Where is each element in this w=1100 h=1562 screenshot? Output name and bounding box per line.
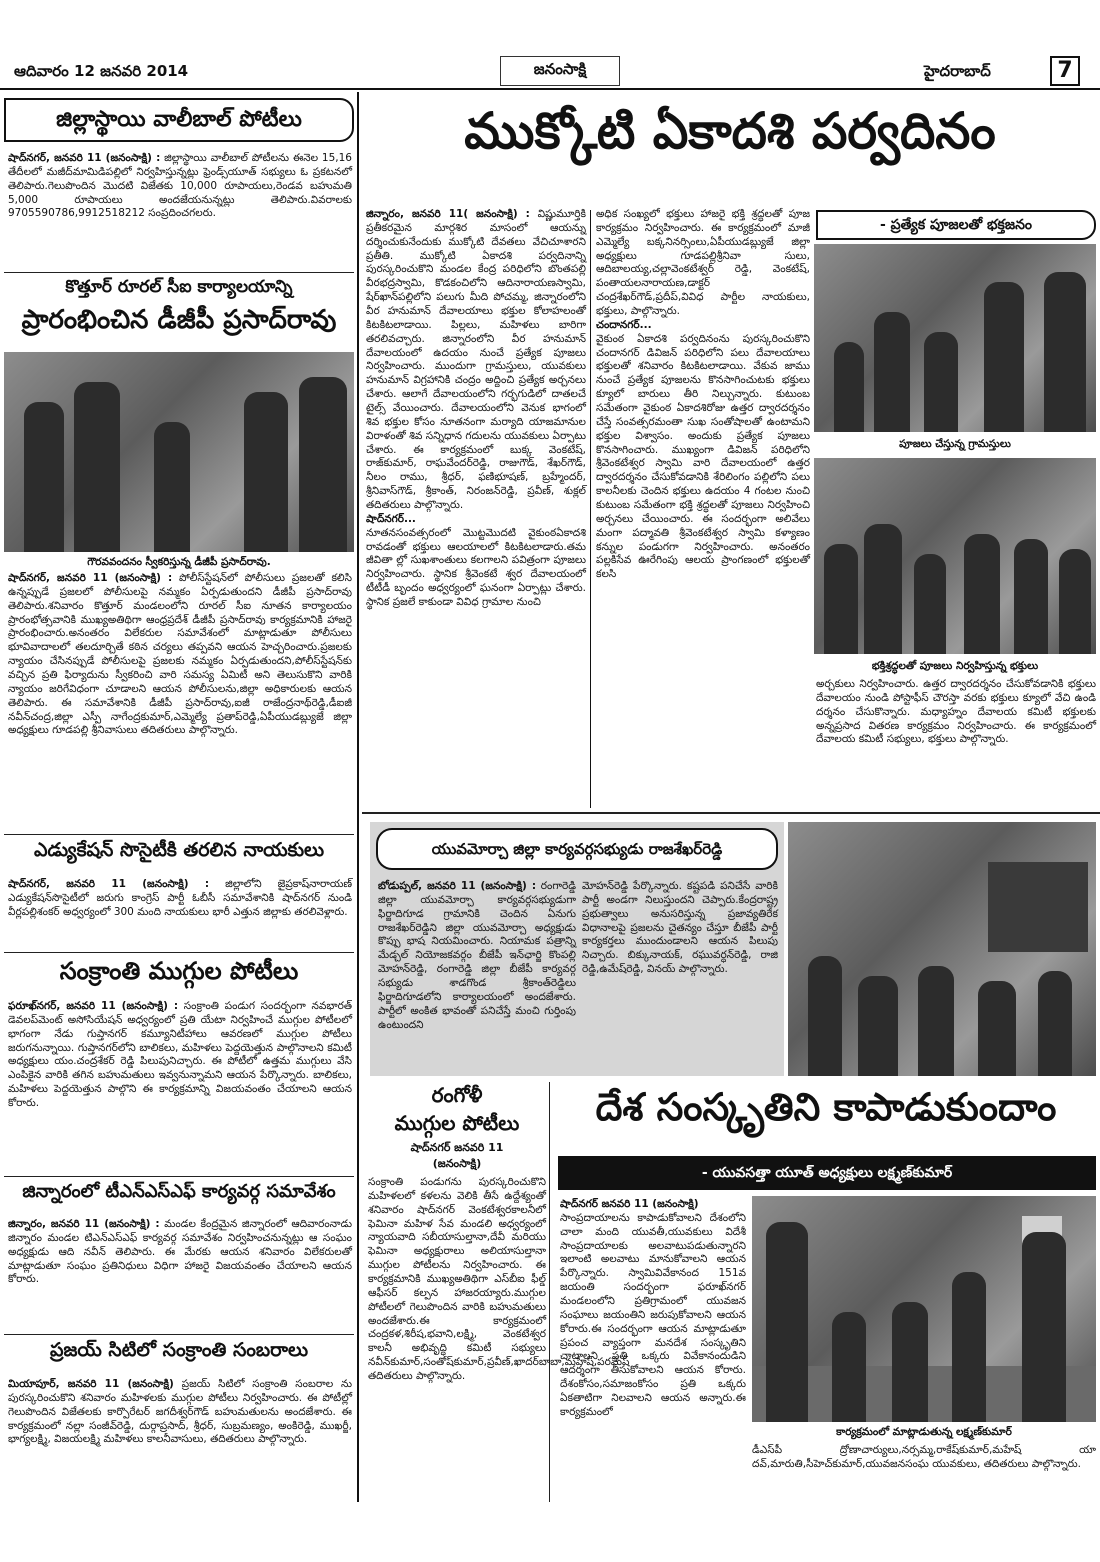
caption-lakshman-kumar: కార్యక్రమంలో మాట్లాడుతున్న లక్ష్మణ్‌కుమార్‌: [836, 1426, 1012, 1438]
divider: [4, 1334, 354, 1335]
headline-rangoli-line2: ముగ్గుల పోటీలు: [394, 1111, 520, 1135]
article-mukkoti-col-a: [366, 208, 586, 808]
column-divider: [590, 210, 591, 808]
dateline: మియాపూర్‌, జనవరి 11 (జనంసాక్షి): [8, 1378, 174, 1390]
article-body: సాంప్రదాయాలను కాపాడుకోవాలని దేశంలోని చాలా మంది యువతీ,యువకులు విదేశీ సాంప్రదాయాలకు అలవాటుపడుతున్నారని ఇలాంటి అలవాటు మానుకోవాలని ఆయన పేర్కొన్నారు. స్వామివివేకానంద 151వ జయంతి సందర్భంగా ఫరూఖ్‌నగర్‌ మండలంలోని ప్రతిగ్రామంలో యువజన సంఘాలు జయంతిని జరుపుకోవాలని ఆయన కోరారు.ఈ సందర్భంగా ఆయన మాట్లాడుతూ ప్రపంచ వ్యాప్తంగా మనదేశ సంస్కృతిని చాటాలని ప్రతి ఒక్కరు వివేకానందుడిని ఆదర్శంగా తీసుకోవాలని ఆయన కోరారు. దేశంకోసం,సమాజంకోసం ప్రతి ఒక్కరు ఏకతాటిగా నిలవాలని ఆయన అన్నారు.ఈ కార్యక్రమంలో: [560, 1211, 746, 1418]
headline-muggulu: సంక్రాంతి ముగ్గుల పోటీలు: [59, 957, 299, 985]
article-desha-samskruthi: [560, 1198, 746, 1502]
sub-banner-mukkoti: - ప్రత్యేక పూజలతో భక్తజనం: [816, 210, 1096, 240]
caption-villagers: పూజలు చేస్తున్న గ్రామస్తులు: [899, 438, 1011, 450]
headline-rangoli-line1: రంగోళీ: [431, 1083, 483, 1107]
article-mukkoti-col-c: [816, 678, 1096, 808]
article-body: వైకుంఠ ఏకాదశి పర్వదినంను పురస్కరించుకొని చందానగర్‌ డివిజన్‌ పరిధిలోని పలు దేవాలయాలు భక్తులతో శనివారం కిటకిటలాడాయి. వేకువ జాము నుంచే ప్రత్యేక పూజలను కొనసాగించుటకు భక్తులు క్యూలో బారులు తీరి నిల్చున్నారు. కుటుంబ సమేతంగా వైకుంఠ ఏకాదశిరోజు ఉత్తర ద్వారదర్శనం చేస్తే సంవత్సరమంతా సుఖ సంతోషాలతో ఉంటామని భక్తుల విశ్వాసం. అందుకు ప్రత్యేక పూజలు కొనసాగించారు. ముఖ్యంగా డివిజన్‌ పరిధిలోని శ్రీవెంకటేశ్వర స్వామి వారి దేవాలయంలో ఉత్తర ద్వారదర్శనం చేసుకోవడానికి శేరిలింగం పల్లిలోని పలు కాలనీలకు చెందిన భక్తులు ఉదయం 4 గంటల నుంచి కుటుంబ సమేతంగా భక్తి శ్రద్ధలతో పూజలు నిర్వహించి అర్చనలు చేయించారు. ఈ సందర్భంగా అలివేలు మంగా పద్మావతి శ్రీవెంకటేశ్వర స్వామి కళ్యాణం కన్నుల పండుగగా నిర్వహించారు. అనంతరం పల్లకిసేవ ఊరేగింపు ఆలయ ప్రాంగణంలో భక్తులతో కలసి: [596, 332, 810, 581]
edition-city: హైదరాబాద్: [924, 62, 991, 80]
article-body: మండల కేంద్రమైన జిన్నారంలో ఆదివారంనాడు జిన్నారం మండల టిఎన్‌ఎస్‌ఎఫ్‌ కార్యవర్గ సమావేశం నిర్వహించనున్నట్లు ఆ సంఘం అధ్యక్షుడు ఆది నవీన్‌ తెలిపారు. ఈ మేరకు ఆయన శనివారం విలేకరులతో మాట్లాడుతూ సంఘం ప్రతినిధులు విధిగా హాజరై విజయవంతం చేయాలని ఆయన కోరారు.: [8, 1218, 352, 1286]
dateline: జిన్నారం, జనవరి 11 (జనంసాక్షి) :: [8, 1218, 160, 1230]
divider: [4, 952, 354, 953]
article-body: నూతనసంవత్సరంలో మొట్టమొదటి వైకుంఠఏకాదశి రావడంతో భక్తులు ఆలయాలలో కిటకిటలాడారు.తమ జీవితా ల్లో సుఖశాంతులు కలగాలని పవిత్రంగా పూజలు నిర్వహించారు. స్థానిక శ్రీవెంకటే శ్వర దేవాలయంలో టీటీడీ బృందం అధ్వర్యంలో ఘనంగా ఏర్పాట్లు చేశారు. స్థానిక ప్రజలే కాకుండా వివిధ గ్రామాల నుంచి: [366, 526, 586, 609]
article-mukkoti-col-b: [596, 208, 810, 808]
headline-yuva-morcha: యువమోర్చా జిల్లా కార్యవర్గసభ్యుడు రాజశేఖర్‌రెడ్డి: [376, 828, 778, 870]
article-body: జిల్లాస్థాయి వాలీబాల్‌ పోటీలను ఈనెల 15,16 తేదీలలో మజీద్‌మామిడిపల్లిలో నిర్వహిస్తున్నట్లు ఫ్రెండ్స్‌యూత్‌ సభ్యులు ఓ ప్రకటనలో తెలిపారు.గెలుపొందిన మొదటి విజేతకు 10,000 రూపాయలు,రెండవ బహుమతి 5,000 రూపాయలు అందజేయనున్నట్లు తెలిపారు.వివరాలకు 9705590786,9912518212 సంప్రదించగలరు.: [8, 152, 352, 220]
newspaper-logo: జనంసాక్షి: [500, 56, 620, 86]
article-volleyball: [8, 152, 352, 270]
article-dgp: [8, 572, 352, 830]
article-body: రంగారెడ్డి జిల్లా యువమోర్చా కార్యవర్గసభ్యుడుగా ఫిర్జాదిగూడ గ్రామానికి చెందిన ఏనుగు రాజశేఖర్‌రెడ్డిని జిల్లా యువమోర్చా అధ్యక్షుడు కొప్పు భాష నియమించారు. నియామక పత్రాన్ని మేడ్చల్‌ నియోజకవర్గం బీజేపీ ఇన్‌ఛార్జి కొంపల్లి మోహన్‌రెడ్డి, రంగారెడ్డి జిల్లా బీజేపీ కార్యవర్గ సభ్యుడు శాడగొండ శ్రీకాంత్‌రెడ్డిలు ఫిర్జాదిగూడలోని కార్యాలయంలో అందజేశారు. పార్టీలో అంకిత భావంతో పనిచేస్తే మంచి గుర్తింపు ఉంటుందని: [378, 880, 576, 1031]
dateline: షాద్‌నగర్‌ జనవరి 11 (జనంసాక్షి): [560, 1198, 699, 1210]
masthead: [0, 0, 1100, 92]
caption-devotees: భక్తిశ్రద్ధలతో పూజలు నిర్వహిస్తున్న భక్తులు: [871, 660, 1039, 672]
dateline: షాద్‌నగర్‌, జనవరి 11 (జనంసాక్షి) :: [8, 878, 210, 890]
dateline: బోడుప్పల్‌, జనవరి 11 (జనంసాక్షి) :: [378, 880, 537, 892]
divider: [362, 812, 1100, 814]
headline-mukkoti: ముక్కోటి ఏకాదశి పర్వదినం: [464, 102, 996, 160]
headline-volleyball: జిల్లాస్థాయి వాలీబాల్‌ పోటీలు: [4, 98, 354, 142]
kicker-dgp: కొత్తూర్‌ రూరల్‌ సీఐ కార్యాలయాన్ని: [65, 277, 293, 297]
article-tsf: [8, 1218, 352, 1330]
dateline-rangoli-source: (జనంసాక్షి): [432, 1157, 482, 1170]
divider: [4, 834, 354, 835]
article-body: పోలీస్‌స్టేషన్‌లో పోలీసులు ప్రజలతో కలిసి ఉన్నప్పుడే ప్రజలలో పోలీసులపై నమ్మకం ఏర్పడుతుందని డీజీపీ ప్రసాద్‌రావు తెలిపారు.శనివారం కొత్తూర్‌ మండలంలోని రూరల్‌ సీఐ నూతన కార్యాలయం ప్రారంభోత్సవానికి ముఖ్యఅతిథిగా ఆంధ్రప్రదేశ్‌ డీజీపీ ప్రసాద్‌రావు కార్యక్రమానికి హాజరై ప్రారంభించారు.అనంతరం విలేకరుల సమావేశంలో మాట్లాడుతూ పోలీసులు భూవివాదాలలో తలదూర్చితే కఠిన చర్యలు తప్పవని ఆయన హెచ్చరించారు.ప్రజలకు న్యాయం చేసినప్పుడే పోలీసులపై ప్రజలకు నమ్మకం ఏర్పడుతుందని,పోలీస్‌స్టేషన్‌కు వచ్చిన ప్రతి ఫిర్యాదును స్వీకరించి వారి సమస్య ఏమిటీ అని తెలుసుకొని వారికి న్యాయం జరిగేవిధంగా చూడాలని ఆయన పోలీసులను,జిల్లా అధికారులకు ఆయన తెలిపారు. ఈ సమావేశానికి డీజీపీ ప్రసాద్‌రావు,ఐజీ రాజేంద్రనాథ్‌రెడ్డి,డీఐజీ నవీన్‌చంద్ర,జిల్లా ఎస్పీ నాగేంద్రకుమార్‌,ఎమ్మెల్యే ప్రతాప్‌రెడ్డి,ఏపీయుడబ్ల్యుజే జిల్లా అధ్యక్షులు గూడపల్లి శ్రీనివాసులు తదితరులు పాల్గొన్నారు.: [8, 572, 352, 737]
article-body: సంక్రాంతి పండుగను పురస్కరించుకొని మహిళలలో కళలను వెలికి తీసే ఉద్దేశ్యంతో శనివారం షాద్‌నగర్‌ వెంకటేశ్వరకాలనీలో ఫెమినా మహిళ సేవ మండలి అధ్వర్యంలో న్యాయవాది సబీయాసుల్తానా,దేవీ మరియు ఫెమినా అధ్యక్షురాలు అలియాసుల్తానా ముగ్గుల పోటీలను నిర్వహించారు. ఈ కార్యక్రమానికి ముఖ్యఅతిథిగా ఎస్‌బీఐ ఫీల్డ్‌ ఆఫీసర్‌ కల్పన హాజరయ్యారు.ముగ్గుల పోటీలలో గెలుపొందిన వారికి బహుమతులు అందజేశారు.ఈ కార్యక్రమంలో చంద్రకళ,శిరీష,భవాని,లక్ష్మి, వెంకటేశ్వర కాలనీ అభివృద్ధి కమిటీ సభ్యులు నవీన్‌కుమార్‌,సంతోష్‌కుమార్‌,ప్రవీణ్‌,ఖాదర్‌బాబా,మహేష్‌,పరమేష్‌ తదితరులు పాల్గొన్నారు.: [368, 1176, 630, 1383]
dateline: ఫరూఖ్‌నగర్‌, జనవరి 11 (జనంసాక్షి) :: [8, 1000, 179, 1012]
headline-prajay: ప్రజయ్‌ సిటిలో సంక్రాంతి సంబరాలు: [49, 1339, 309, 1361]
photo-villagers-pooja: [814, 244, 1096, 432]
column-divider: [357, 92, 359, 1502]
dateline: జిన్నారం, జనవరి 11( జనంసాక్షి) :: [366, 208, 530, 220]
article-body: అర్చకులు నిర్వహించారు. ఉత్తర ద్వారదర్శనం చేసుకోవడానికి భక్తులు దేవాలయం నుండి పోస్టాఫీస్‌ చౌరస్తా వరకు భక్తులు క్యూలో వేచి ఉండి దర్శనం చేసుకొన్నారు. మధ్యాహ్నం దేవాలయ కమిటీ భక్తులకు అన్నప్రసాద వితరణ కార్యక్రమం నిర్వహించారు. ఈ కార్యక్రమంలో దేవాలయ కమిటీ సభ్యులు, భక్తులు పాల్గొన్నారు.: [816, 678, 1096, 746]
dateline: షాద్‌నగర్‌, జనవరి 11 (జనంసాక్షి) :: [8, 572, 173, 584]
divider: [4, 272, 354, 273]
article-yuva-morcha-col-b: [582, 880, 778, 1072]
banner-desha-samskruthi: - యువసత్తా యూత్‌ అధ్యక్షులు లక్ష్మణ్‌కుమార్‌: [558, 1156, 1096, 1190]
subhead-shadnagar: షాద్‌నగర్‌...: [366, 512, 416, 525]
photo-dgp-guard-of-honour: [4, 352, 354, 552]
photo-lakshman-kumar-meeting: [752, 1196, 1096, 1422]
caption-dgp: గౌరవవందనం స్వీకరిస్తున్న డీజీపీ ప్రసాద్‌రావు.: [87, 556, 271, 568]
article-body: సంక్రాంతి పండుగ సందర్భంగా నవభారత్‌ డెవలప్‌మెంట్‌ అసోసియేషన్‌ అధ్వర్యంలో ప్రతి యేటా నిర్వహించే ముగ్గుల పోటీలలో భాగంగా నేడు గుప్తానగర్‌ కమ్యూనిటీహాలు ఆవరణలో ముగ్గుల పోటీలు జరుగనున్నాయి. గుప్తానగర్‌లోని బాలికలు, మహిళలు పెద్దయెత్తున పాల్గొనాలని కమిటీ అధ్యక్షులు యం.చంద్రశేకర్‌ రెడ్డి పిలుపునిచ్చారు. ఈ పోటీలో ఉత్తమ ముగ్గులు వేసి ఎంపికైన వారికి తగిన బహుమతులు ఇవ్వనున్నామని ఆయన పేర్కొన్నారు. బాలికలు, మహిళలు పెద్దయెత్తున పాల్గొని ఈ కార్యక్రమాన్ని విజయవంతం చేయాలని ఆయన కోరారు.: [8, 1000, 352, 1110]
article-prajay: [8, 1378, 352, 1502]
article-body: మోహన్‌రెడ్డి పేర్కొన్నారు. కష్టపడి పనిచేసే వారికి పార్టీ అండగా నిలుస్తుందని చెప్పారు.కేంద్రరాష్ట్ర ప్రభుత్వాలు అనుసరిస్తున్న ప్రజావ్యతిరేక విధానాలపై ప్రజలను చైతన్యం చేస్తూ బీజేపీ పార్టీ కార్యకర్తలు ముందుండాలని ఆయన పిలుపు నిచ్చారు. బిక్కునాయక్‌, రఘువర్ధన్‌రెడ్డి, రాజి రెడ్డి,ఉమేష్‌రెడ్డి, వినయ్‌ పాల్గొన్నారు.: [582, 880, 778, 976]
article-body: విష్ణుమూర్తికి ప్రతీకరమైన మార్గశిర మాసంలో ఆయన్ను దర్శించుకునేందుకు ముక్కోటి దేవతలు వేచిచూశారని ప్రతీతి. ముక్కోటి ఏకాదశి పర్వదినాన్ని పురస్కరించుకొని మండల కేంద్ర పరిధిలోని బొంతపల్లి వీరభద్రస్వామి, కొడకంచిలోని ఆదినారాయణస్వామి, షేర్‌ఖాన్‌పల్లిలోని పలుగు మీది పోచమ్మ, జిన్నారంలోని వీర హనుమాన్‌ దేవాలయాలు భక్తుల కోలాహలంతో కిటకిటలాడాయి. పిల్లలు, మహిళలు బారిగా తరలివచ్చారు. జిన్నారంలోని వీర హనుమాన్‌ దేవాలయంలో ఉదయం నుంచే ప్రత్యేక పూజలు నిర్వహించారు. ముందుగా గ్రామస్తులు, యువకులు హనుమాన్‌ విగ్రహానికి చంద్రం అద్దించి ప్రత్యేక అర్చనలు చేశారు. ఆలాగే దేవాలయంలోని గర్భగుడిలో దాతలచే టైల్స్‌ వేయించారు. దేవాలయంలోని వెనుక భాగంలో శివ భక్తుల కోసం నూతనంగా మర్యాది యాజమానుల విరాళంతో శివ సన్నిధాన గదులను యువకులు ఏర్పాటు చేశారు. ఈ కార్యక్రమంలో బుక్క వెంకటేష్‌, రాజ్‌కుమార్‌, రాఘవేందర్‌రెడ్డి, రాజుగౌడ్‌, శేఖర్‌గౌడ్‌, నీలం రాము, శ్రీధర్‌, ఫణిభూషణ్‌, బ్రహ్మేందర్‌, శ్రీనివాస్‌గౌడ్‌, శ్రీకాంత్‌, నిరంజన్‌రెడ్డి, ప్రవీణ్‌, శుక్లల్‌ తదితరులు పాల్గొన్నారు.: [366, 208, 586, 512]
article-body: ప్రజయ్‌ సిటిలో సంక్రాంతి సంబరాల ను పురస్కరించుకొని శనివారం మహిళలకు ముగ్గుల పోటీలు నిర్వహించారు. ఈ పోటీల్లో గెలుపొందిన విజేతలకు కార్పొరేటర్‌ జగదీశ్వర్‌గౌడ్‌ బహుమతులను అందజేశారు. ఈ కార్యక్రమంలో నల్లా సంజీవ్‌రెడ్డి, దుర్గాప్రసాద్‌, శ్రీధర్‌, సుబ్రమణ్యం, అంకిరెడ్డి, ముఖర్జీ, భాగ్యలక్ష్మి, విజయలక్ష్మి మహిళలు కాలనీవాసులు, తదితరులు పాల్గొన్నారు.: [8, 1378, 352, 1446]
page-number: 7: [1050, 56, 1080, 86]
dateline: షాద్‌నగర్‌, జనవరి 11 (జనంసాక్షి) :: [8, 152, 161, 164]
article-yuva-morcha-col-a: [378, 880, 576, 1072]
divider: [4, 1176, 354, 1177]
headline-tsf: జిన్నారంలో టీఎన్‌ఎస్‌ఎఫ్‌ కార్యవర్గ సమావేశం: [22, 1181, 336, 1202]
photo-yuva-morcha-gathering: [788, 822, 1096, 1076]
photo-devotees-pooja: [814, 458, 1096, 654]
subhead-chandanagar: చందానగర్‌...: [596, 318, 652, 331]
masthead-rule: [0, 88, 1100, 90]
headline-desha-samskruthi: దేశ సంస్కృతిని కాపాడుకుందాం: [595, 1085, 1057, 1129]
article-body: జిల్లాలోని జైప్రకాష్‌నారాయణ్‌ ఎడ్యుకేషన్‌సొసైటీలో జరుగు కాంగ్రెస్‌ పార్టీ ఓబీసీ సమావేశానికి షాద్‌నగర్‌ నుండి వీర్లపల్లిశంకర్‌ అధ్వర్యంలో 300 మంది నాయకులు భారీ ఎత్తున జిల్లాకు తరలివెళ్లారు.: [8, 878, 352, 918]
issue-date: ఆదివారం 12 జనవరి 2014: [14, 62, 189, 80]
article-muggulu: [8, 1000, 352, 1172]
article-desha-samskruthi-cont: [752, 1444, 1096, 1502]
headline-education: ఎడ్యుకేషన్‌ సొసైటీకి తరలిన నాయకులు: [33, 839, 325, 861]
headline-dgp: ప్రారంభించిన డీజీపీ ప్రసాద్‌రావు: [21, 305, 337, 335]
article-education: [8, 878, 352, 948]
dateline-rangoli: షాద్‌నగర్‌ జనవరి 11: [410, 1141, 504, 1154]
article-body: అధిక సంఖ్యలో భక్తులు హాజరై భక్తి శ్రద్ధలతో పూజ కార్యక్రమం నిర్వహించారు. ఈ కార్యక్రమంలో మాజీ ఎమ్మెల్యే బక్కనిన‌ర్సింలు,ఏపీయుడబ్ల్యుజే జిల్లా అధ్యక్షులు గూడపల్లిశ్రీనివా సులు, ఆదిబాలయ్య,చల్లావెంకటేశ్వర్‌ రెడ్డి, వెంకటేష్‌, పంతాయలనారాయణ,డాక్టర్‌ చంద్రశేఖర్‌గౌడ్‌,ప్రదీప్‌,వివిధ పార్టీల నాయకులు, భక్తులు, పాల్గొన్నారు.: [596, 208, 810, 318]
article-body: డీఎస్‌పీ ద్రోణాచార్యులు,నర్సమ్మ,రాకేష్‌కుమార్‌,మహేష్‌ యా దవ్‌,మారుతి,సీహెచ్‌కుమార్‌,యువజనసంఘ యువకులు, తదితరులు పాల్గొన్నారు.: [752, 1444, 1096, 1470]
